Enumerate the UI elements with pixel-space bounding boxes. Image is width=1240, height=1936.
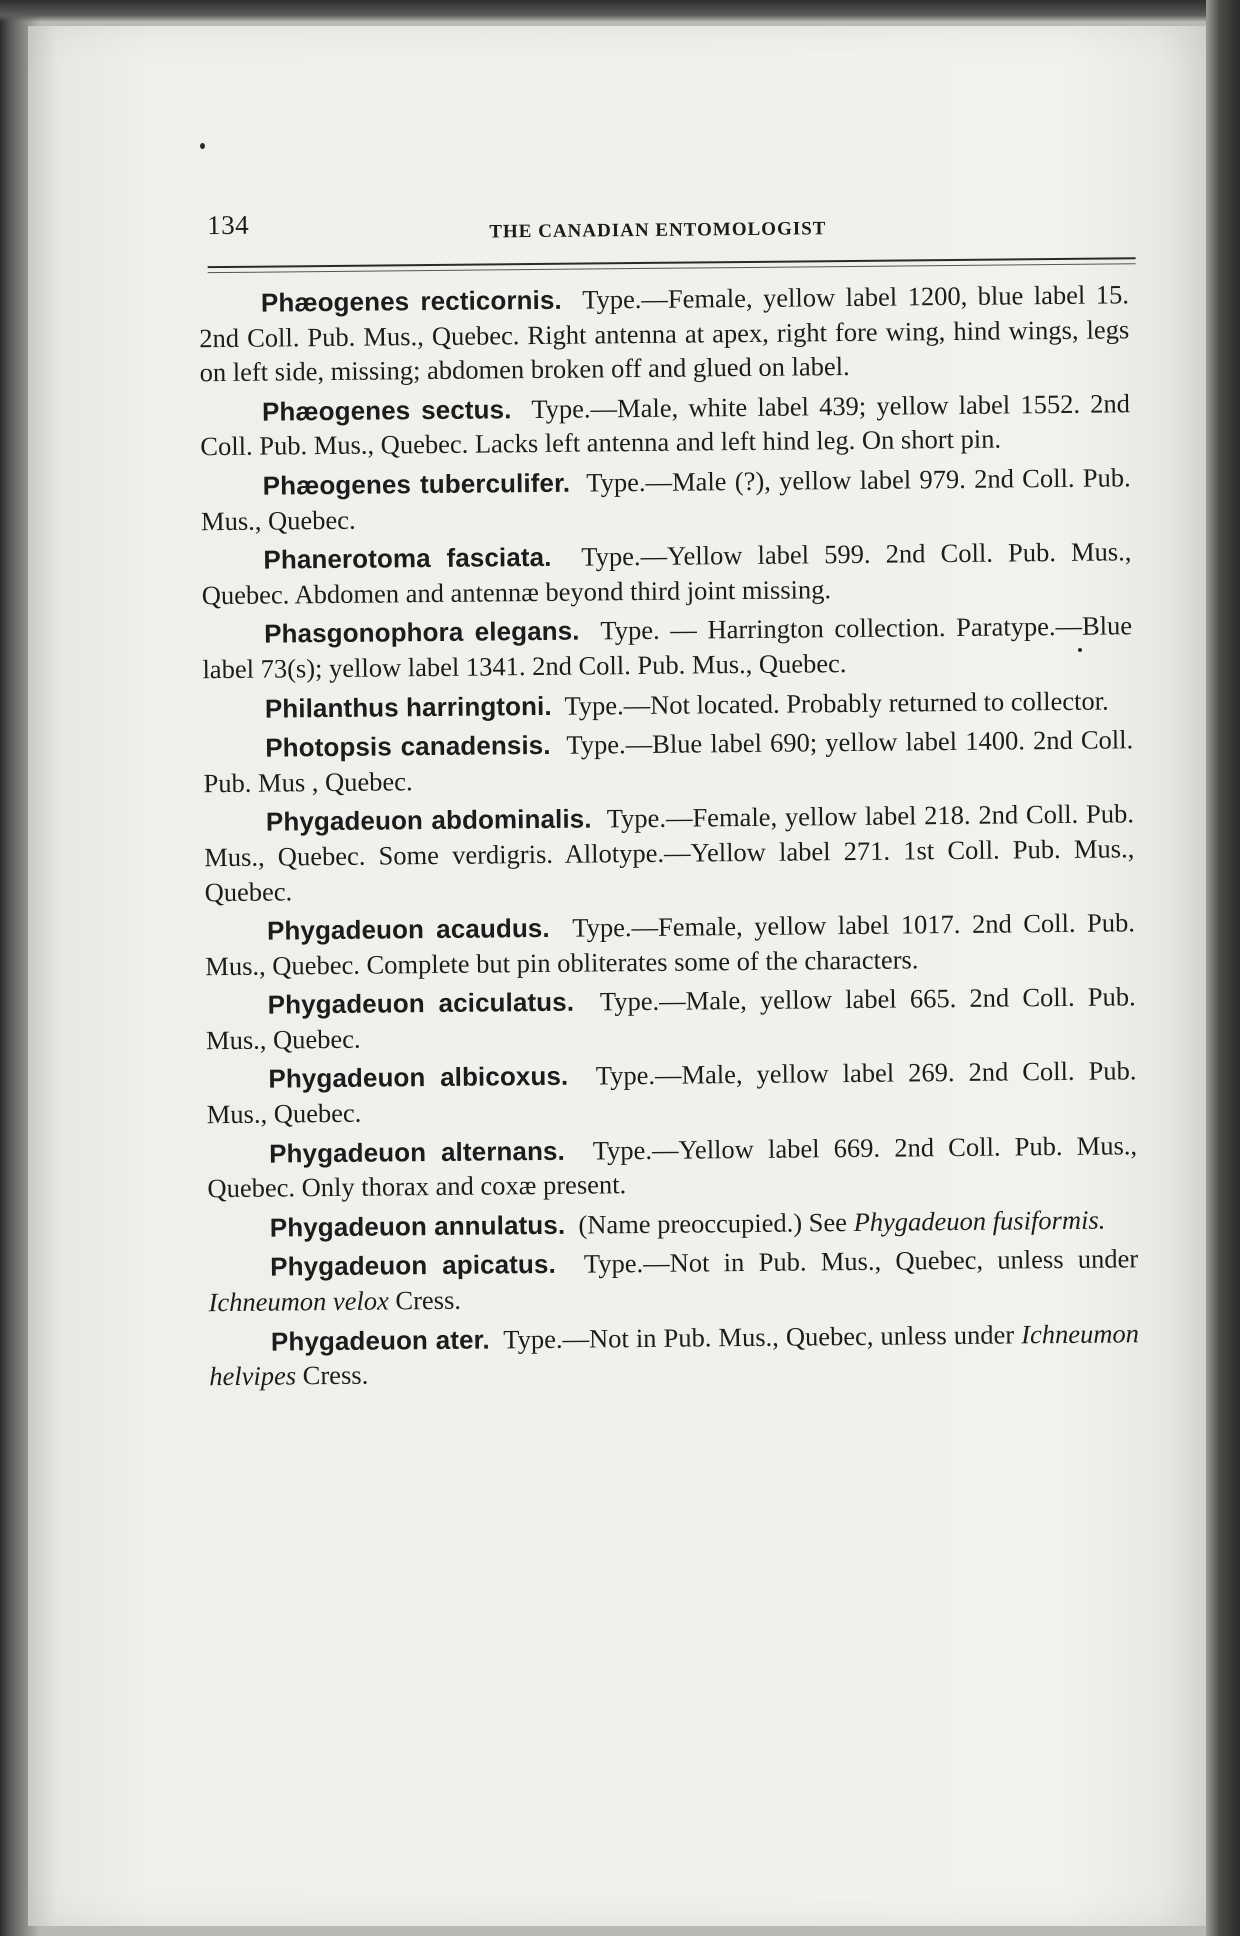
species-name: Phanerotoma fasciata. <box>263 542 552 575</box>
description-text: Type.—Not in Pub. Mus., Quebec, unless under <box>583 1243 1139 1280</box>
header-rule <box>208 257 1136 268</box>
species-name: Phæogenes recticornis. <box>260 284 562 318</box>
entry-philanthus-harringtoni <box>203 683 1133 727</box>
species-name: Phygadeuon ater. <box>270 1324 490 1357</box>
entry-phaeogenes-recticornis <box>199 277 1130 390</box>
species-name: Phygadeuon acaudus. <box>266 912 550 946</box>
species-name: Phygadeuon albicoxus. <box>268 1061 569 1095</box>
description-text-end: Cress. <box>295 1359 369 1391</box>
cross-reference-name: Ichneumon velox <box>208 1285 389 1318</box>
species-name: Phygadeuon abdominalis. <box>265 803 592 837</box>
description-text: (Name preoccupied.) See <box>578 1206 854 1240</box>
entry-phaeogenes-tuberculifer <box>201 460 1132 538</box>
species-name: Phasgonophora elegans. <box>264 615 580 649</box>
page-header <box>207 201 1132 244</box>
description-text: Type.—Not in Pub. Mus., Quebec, unless under <box>503 1319 1022 1354</box>
entry-phygadeuon-albicoxus <box>206 1054 1137 1132</box>
description-text-end: Cress. <box>388 1284 462 1316</box>
species-name: Phygadeuon alternans. <box>268 1135 565 1169</box>
entry-phygadeuon-aciculatus <box>206 980 1137 1058</box>
species-name: Phygadeuon aciculatus. <box>267 986 575 1020</box>
species-name: Phygadeuon apicatus. <box>270 1249 556 1283</box>
entry-phasgonophora-elegans <box>202 609 1133 687</box>
entry-description: Type.—Male (?), yellow label 979. 2nd Coll. Pub. Mus., Quebec. <box>200 462 1131 536</box>
entry-phygadeuon-ater <box>209 1316 1140 1394</box>
entry-description: Type. — Harrington collection. Paratype.—Blue label 73(s); yellow label 1341. 2nd Coll. Pub. Mus., Quebec. <box>202 610 1133 685</box>
entry-phygadeuon-acaudus <box>205 905 1136 983</box>
entry-phygadeuon-annulatus <box>208 1202 1138 1246</box>
entry-description: Type.—Male, yellow label 269. 2nd Coll. Pub. Mus., Quebec. <box>206 1055 1137 1130</box>
species-name: Photopsis canadensis. <box>265 730 551 763</box>
entry-phygadeuon-alternans <box>207 1128 1138 1206</box>
entry-description: Type.—Male, white label 439; yellow label 1552. 2nd Coll. Pub. Mus., Quebec. Lacks left antenna and left hind leg. On short pin. <box>200 388 1131 462</box>
entry-description: Type.—Female, yellow label 1200, blue label 15. 2nd Coll. Pub. Mus., Quebec. Right antenna at apex, right fore wing, hind wings, legs on left side, missing; abdomen broken off and glued on label. <box>199 279 1130 388</box>
species-name: Phæogenes tuberculifer. <box>262 467 571 501</box>
entry-list <box>199 277 1140 1399</box>
entry-photopsis-canadensis <box>203 722 1134 800</box>
entry-phygadeuon-abdominalis <box>204 797 1135 910</box>
cross-reference-name: Ichneumon helvipes <box>209 1317 1140 1392</box>
entry-description <box>578 1204 1105 1239</box>
species-name: Phygadeuon annulatus. <box>269 1209 566 1243</box>
entry-description: Type.—Female, yellow label 1017. 2nd Coll. Pub. Mus., Quebec. Complete but pin obliterates some of the characters. <box>205 907 1136 981</box>
cross-reference-name: Phygadeuon fusiformis. <box>853 1204 1106 1237</box>
entry-phaeogenes-sectus <box>200 386 1131 464</box>
species-name: Phæogenes sectus. <box>261 394 512 427</box>
entry-description: Type.—Not located. Probably returned to collector. <box>564 685 1109 721</box>
running-head: THE CANADIAN ENTOMOLOGIST <box>489 218 827 243</box>
entry-description: Type.—Female, yellow label 218. 2nd Coll. Pub. Mus., Quebec. Some verdigris. Allotype.—Yellow label 271. 1st Coll. Pub. Mus., Quebec. <box>204 798 1135 907</box>
entry-description: Type.—Yellow label 669. 2nd Coll. Pub. Mus., Quebec. Only thorax and coxæ present. <box>207 1129 1138 1204</box>
species-name: Philanthus harringtoni. <box>264 690 552 724</box>
page-number: 134 <box>207 209 250 241</box>
entry-description: Type.—Blue label 690; yellow label 1400. 2nd Coll. Pub. Mus , Quebec. <box>203 724 1134 798</box>
entry-phygadeuon-apicatus <box>208 1242 1139 1320</box>
entry-phanerotoma-fasciata <box>201 534 1132 612</box>
entry-description: Type.—Yellow label 599. 2nd Coll. Pub. Mus., Quebec. Abdomen and antennæ beyond third joint missing. <box>201 536 1132 610</box>
entry-description: Type.—Male, yellow label 665. 2nd Coll. Pub. Mus., Quebec. <box>205 981 1136 1056</box>
